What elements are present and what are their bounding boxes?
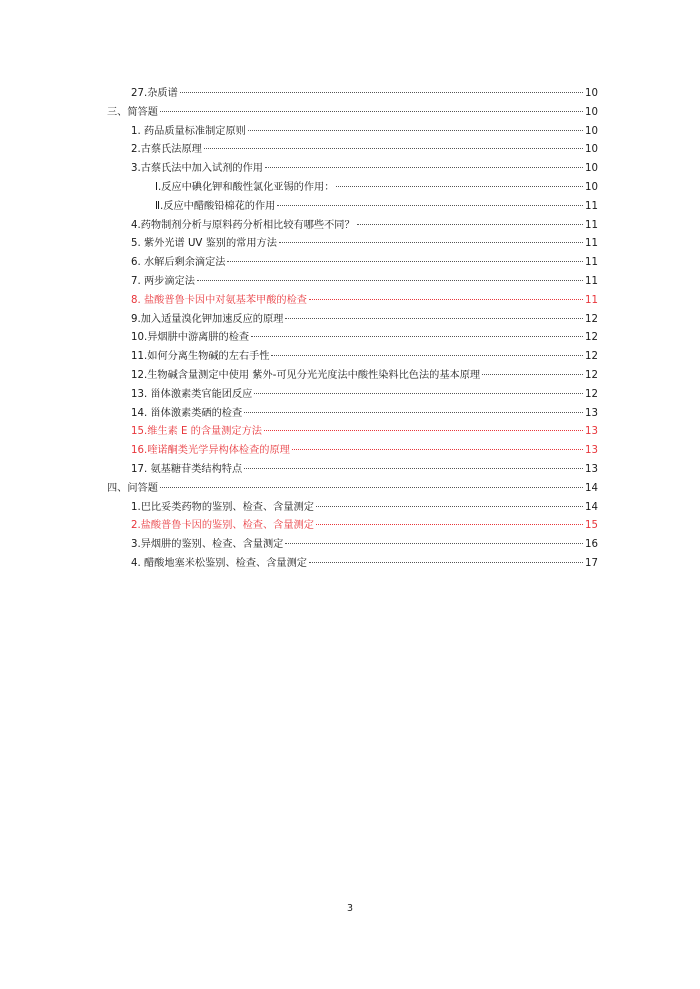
toc-entry-page-number: 11 <box>585 219 598 231</box>
toc-entry[interactable] <box>131 141 598 160</box>
toc-entry[interactable] <box>155 179 598 198</box>
toc-entry-page-number: 12 <box>585 388 598 400</box>
toc-entry-label[interactable]: 17. 氨基糖苷类结构特点 <box>131 463 243 475</box>
toc-entry[interactable] <box>131 517 598 536</box>
toc-dot-leader <box>279 242 583 243</box>
toc-entry[interactable] <box>131 311 598 330</box>
toc-entry[interactable] <box>131 329 598 348</box>
toc-dot-leader <box>285 318 583 319</box>
toc-entry-label[interactable]: 13. 甾体激素类官能团反应 <box>131 388 253 400</box>
toc-dot-leader <box>316 506 583 507</box>
toc-entry-label[interactable]: 27.杂质谱 <box>131 88 178 99</box>
toc-entry[interactable] <box>131 367 598 386</box>
toc-entry[interactable] <box>131 499 598 518</box>
toc-entry-page-number: 10 <box>585 181 598 193</box>
toc-entry-page-number: 17 <box>585 557 598 569</box>
toc-entry-page-number: 16 <box>585 539 598 551</box>
toc-dot-leader <box>244 468 583 469</box>
toc-entry-page-number: 13 <box>585 407 598 419</box>
toc-entry-page-number: 12 <box>585 351 598 363</box>
toc-entry[interactable] <box>131 442 598 461</box>
toc-dot-leader <box>160 487 583 488</box>
toc-entry-page-number: 11 <box>585 294 598 306</box>
toc-dot-leader <box>264 430 583 431</box>
toc-entry-page-number: 14 <box>585 501 598 513</box>
toc-entry-label[interactable]: 5. 紫外光谱 UV 鉴别的常用方法 <box>131 238 277 250</box>
toc-entry[interactable] <box>107 104 598 123</box>
toc-entry-page-number: 12 <box>585 313 598 325</box>
toc-entry-label[interactable]: 三、简答题 <box>107 106 158 118</box>
toc-entry-page-number: 11 <box>585 257 598 269</box>
toc-entry-page-number: 10 <box>585 88 598 99</box>
toc-entry-label[interactable]: 1.巴比妥类药物的鉴别、检查、含量测定 <box>131 501 314 513</box>
toc-entry[interactable] <box>131 555 598 574</box>
toc-entry[interactable] <box>131 123 598 142</box>
toc-entry[interactable] <box>131 405 598 424</box>
toc-entry-label[interactable]: 3.异烟肼的鉴别、检查、含量测定 <box>131 539 284 551</box>
toc-dot-leader <box>180 92 583 93</box>
toc-entry-label[interactable]: 8. 盐酸普鲁卡因中对氨基苯甲酸的检查 <box>131 294 307 306</box>
toc-dot-leader <box>316 524 583 525</box>
toc-entry-label[interactable]: 9.加入适量溴化钾加速反应的原理 <box>131 313 284 325</box>
toc-dot-leader <box>357 224 583 225</box>
toc-entry-label[interactable]: 15.维生素 E 的含量测定方法 <box>131 426 262 438</box>
toc-entry-page-number: 11 <box>585 200 598 212</box>
toc-entry-label[interactable]: 11.如何分离生物碱的左右手性 <box>131 351 270 363</box>
toc-dot-leader <box>244 412 583 413</box>
toc-dot-leader <box>292 449 583 450</box>
toc-entry[interactable] <box>131 536 598 555</box>
toc-dot-leader <box>277 205 583 206</box>
toc-entry-page-number: 10 <box>585 106 598 118</box>
toc-entry-label[interactable]: 10.异烟肼中游离肼的检查 <box>131 332 250 344</box>
toc-dot-leader <box>248 130 583 131</box>
toc-entry[interactable] <box>131 423 598 442</box>
toc-entry-label[interactable]: 四、问答题 <box>107 482 158 494</box>
toc-dot-leader <box>251 336 583 337</box>
toc-dot-leader <box>204 148 583 149</box>
toc-entry-label[interactable]: Ⅱ.反应中醋酸铅棉花的作用 <box>155 200 276 212</box>
toc-dot-leader <box>271 355 583 356</box>
page-number: 3 <box>346 903 354 914</box>
toc-entry-page-number: 13 <box>585 445 598 457</box>
toc-entry-label[interactable]: 3.古蔡氏法中加入试剂的作用 <box>131 163 263 175</box>
toc-entry[interactable] <box>131 254 598 273</box>
toc-entry[interactable] <box>131 386 598 405</box>
table-of-contents <box>0 85 700 574</box>
toc-entry[interactable] <box>131 217 598 236</box>
toc-entry[interactable] <box>107 480 598 499</box>
toc-entry[interactable] <box>131 461 598 480</box>
toc-dot-leader <box>254 393 583 394</box>
toc-entry-label[interactable]: 4. 醋酸地塞米松鉴别、检查、含量测定 <box>131 557 307 569</box>
toc-dot-leader <box>285 543 583 544</box>
toc-entry-label[interactable]: 12.生物碱含量测定中使用 紫外-可见分光光度法中酸性染料比色法的基本原理 <box>131 369 481 381</box>
toc-dot-leader <box>482 374 583 375</box>
toc-entry-page-number: 10 <box>585 144 598 156</box>
toc-entry[interactable] <box>155 198 598 217</box>
toc-entry-label[interactable]: 7. 两步滴定法 <box>131 275 195 287</box>
toc-dot-leader <box>160 111 583 112</box>
toc-entry-page-number: 12 <box>585 332 598 344</box>
toc-entry-page-number: 11 <box>585 275 598 287</box>
toc-entry-label[interactable]: 2.盐酸普鲁卡因的鉴别、检查、含量测定 <box>131 520 314 532</box>
toc-entry[interactable] <box>131 273 598 292</box>
toc-entry-page-number: 14 <box>585 482 598 494</box>
toc-entry-label[interactable]: Ⅰ.反应中碘化钾和酸性氯化亚锡的作用： <box>155 181 335 193</box>
toc-dot-leader <box>197 280 583 281</box>
toc-entry-page-number: 12 <box>585 369 598 381</box>
toc-entry-page-number: 10 <box>585 163 598 175</box>
toc-entry[interactable] <box>131 235 598 254</box>
toc-dot-leader <box>336 186 583 187</box>
toc-entry-page-number: 10 <box>585 125 598 137</box>
toc-entry-label[interactable]: 2.古蔡氏法原理 <box>131 144 202 156</box>
toc-entry[interactable] <box>131 348 598 367</box>
toc-dot-leader <box>265 167 583 168</box>
toc-entry-page-number: 13 <box>585 463 598 475</box>
toc-entry-label[interactable]: 14. 甾体激素类硒的检查 <box>131 407 243 419</box>
toc-entry-page-number: 11 <box>585 238 598 250</box>
toc-entry-page-number: 15 <box>585 520 598 532</box>
toc-entry-page-number: 13 <box>585 426 598 438</box>
toc-entry-label[interactable]: 1. 药品质量标准制定原则 <box>131 125 246 137</box>
toc-dot-leader <box>227 261 583 262</box>
toc-entry-label[interactable]: 6. 水解后剩余滴定法 <box>131 257 226 269</box>
toc-entry[interactable] <box>131 160 598 179</box>
toc-entry[interactable] <box>131 85 598 104</box>
toc-entry-label[interactable]: 16.喹诺酮类光学异构体检查的原理 <box>131 445 290 457</box>
toc-entry-label[interactable]: 4.药物制剂分析与原料药分析相比较有哪些不同？ <box>131 219 355 231</box>
toc-dot-leader <box>309 299 583 300</box>
toc-entry[interactable] <box>131 292 598 311</box>
toc-dot-leader <box>309 562 583 563</box>
